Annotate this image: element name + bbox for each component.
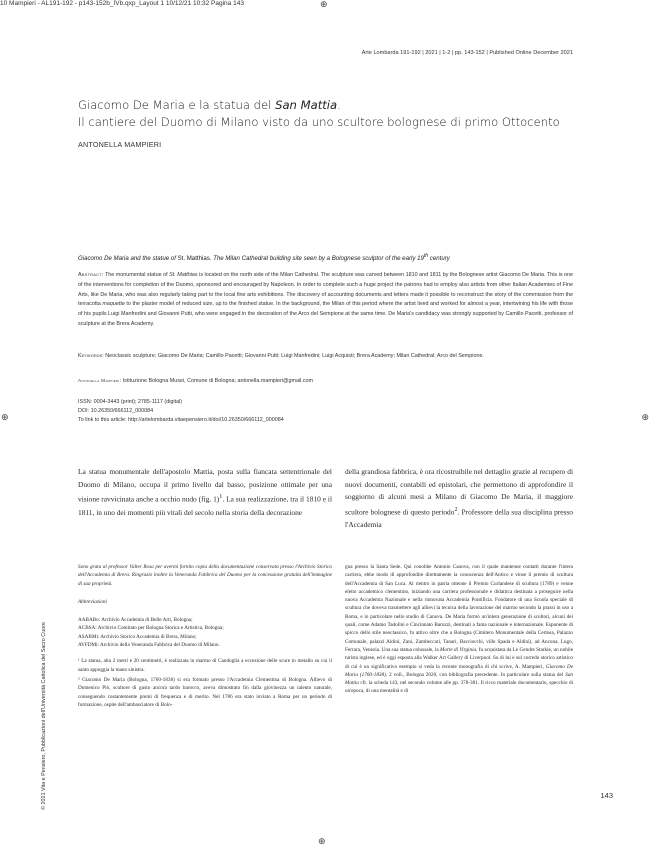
article-link[interactable]: To link to this article: http://artelombarda.vitaepensiero.it/doi/10.26350/666112_000084 [78, 417, 284, 424]
abbreviation-item: AABABo: Archivio Accademia di Belle Arti, Bologna; [78, 617, 193, 624]
abbreviations-list [78, 616, 332, 649]
crop-mark-left-icon: ⊕ [1, 413, 9, 423]
copyright-sidebar [41, 540, 51, 840]
footnote-2-cont-a: gna presso la Santa Sede. Qui conobbe Antonio Canova, con il quale mantenne contatti durante l'intera carriera, ebbe modo di approfondire direttamente la conoscenza dell'Antico e vinse il premio di scultura dell'Accademia di San Luca. Al rientro in patria ottenne il Premio Curlandese di scultura (1789) e venne eletto accademico clementino, iniziando una carriera professionale e didattica destinata a proseguire nella nuova Accademia Nazionale e nella rinnovata Accademia Pontificia. Fondatore di una Scuola speciale di scultura che doveva trasmettere agli allievi la tecnica della lavorazione del marmo secondo la prassi in uso a Roma, e in particolare nello studio di Canova. De Maria formò un'intera generazione di scultori, alcuni dei quali, come Adamo Tadolini e Cincinnato Baruzzi, destinati a fama nazionale e internazionale. Esponente di spicco dello stile neoclassico, fu attivo oltre che a Bologna (Cimitero Monumentale della Certosa, Palazzo Comunale, palazzi Aldini, Zani, Zambeccari, Tanari, Bacciocchi, ville Spada e Aldini), ad Ancona, Lugo, Ferrara, Venezia. Una sua statua colossale, la [345, 564, 573, 653]
copyright-text: © 2021 Vita e Pensiero, Pubblicazioni dell'Università Cattolica del Sacro Cuore [41, 622, 47, 810]
title-line1-suffix: . [337, 98, 341, 112]
notes-column-left [78, 563, 332, 711]
keywords-label: Keywords: [78, 353, 104, 359]
title-line2: Il cantiere del Duomo di Milano visto da uno scultore bolognese di primo Ottocento [78, 115, 560, 129]
print-slug: 10 Mampieri - AL191-192 - p143-152b_IVb.qxp_Layout 1 10/12/21 10:32 Pagina 143 [0, 0, 244, 7]
body-col2-a: della grandiosa fabbrica, è ora ricostruibile nel dettaglio grazie al recupero di nuovi documenti, contabili ed epistolari, che permettono di approfondire il soggiorno di alcuni mesi a Milano di Giacomo De Maria, il maggiore scultore bolognese di questo periodo [345, 467, 573, 517]
english-title-part1: Giacomo De Maria and the statue of [78, 255, 176, 263]
abstract-text-c: to the plaster model of reduced size, up to the finished statue. In the background, the Milan of this period where the artist lived and worked for almost a year, intertwining his life with those of his pupils Luigi Manfredini and Giovanni Putti, who were engaged in the decoration of the Arco del Sempione at the same time. De Maria's candidacy was strongly supported by Camillo Pacetti, professor of sculpture at the Brera Academy. [78, 301, 573, 327]
abstract-text-b: is located on the north side of the Milan Cathedral. The sculpture was carved between 1810 and 1811 by the Bolognese artist Giacomo De Maria. This is one of the interventions for completion of the Duomo, sponsored and encouraged by Napoleon. In order to complete such a huge project the patrons had to employ also artists from other Italian Academies of Fine Arts, like De Maria, who was also regularly taking part to the local fine arts exhibitions. The discovery of accounting documents and letters made it possible to reconstruct the story of the commission from the terracotta [78, 272, 574, 308]
footnote-2: ² Giacomo De Maria (Bologna, 1760-1838) si era formato presso l'Accademia Clementina di Bologna. Allievo di Domenico Piò, scultore di gusto ancora tardo barocco, aveva dimostrato fin dalla giovinezza un talento naturale, conseguendo costantemente premi di frequenza e di merito. Nel 1786 era stato inviato a Roma per un periodo di formazione, ospite dell'ambasciatore di Bolo- [78, 676, 332, 708]
footnote-2-italic-2: Giacomo De Maria (1760-1838) [345, 663, 573, 678]
abbreviation-item: AVFDMi: Archivio della Veneranda Fabbrica del Duomo di Milano. [78, 642, 220, 649]
body-col2-b: . Professore della sua disciplina presso l'Accademia [345, 507, 573, 530]
affiliation-name: Antonella Mampieri [78, 378, 120, 383]
abstract-italic-b: maquette [102, 301, 125, 308]
article-title [78, 97, 598, 131]
footnote-ref-2: 2 [454, 507, 458, 514]
abstract [78, 271, 573, 330]
doi: DOI: 10.26350/666112_000084 [78, 408, 154, 415]
footnote-2-italic-3: San Mattia [345, 671, 573, 687]
crop-mark-right-icon: ⊕ [641, 413, 649, 423]
footnote-ref-1: 1 [219, 494, 223, 501]
abbreviation-item: ASABMi: Archivio Storico Accademia di Brera, Milano; [78, 633, 197, 640]
body-column-left [78, 466, 332, 519]
abbreviation-item: ACBSA: Archivio Comitato per Bologna Storica e Artistica, Bologna; [78, 625, 224, 632]
english-title-part4: century [428, 255, 450, 263]
issn: ISSN: 0004-3443 (print); 2785-1117 (digital) [78, 399, 183, 405]
crop-mark-top-icon: ⊕ [320, 0, 328, 10]
english-title [78, 253, 598, 262]
keywords [78, 352, 573, 362]
english-title-sup: th [423, 253, 429, 259]
abbreviations-title: Abbreviazioni [78, 598, 107, 605]
keywords-text: Neoclassic sculpture; Giacomo De Maria; Camillo Pacetti; Giovanni Putti; Luigi Manfredini; Luigi Acquisti; Brera Academy; Milan Cathedral; Arco del Sempione. [103, 353, 484, 359]
english-title-part3: The Milan Cathedral building site seen by a Bolognese sculptor of the early 19 [213, 255, 424, 263]
crop-mark-bottom-icon: ⊕ [318, 837, 326, 847]
footnote-2-italic-1: Morte di Virginia [440, 646, 477, 653]
english-title-part2: St. Matthias. [175, 255, 214, 263]
page-number: 143 [600, 791, 613, 800]
body-column-right [345, 466, 573, 532]
footnote-2-cont-c: , 2 voll., Bologna 2020, con bibliografia precedente. In particolare sulla statua del [385, 671, 566, 678]
footnote-2-cont-b: , fu acquistata da Le Gendre Starkie, un nobile turista inglese, ed è oggi esposta alla Walker Art Gallery di Liverpool. Su di lui e sul corredo storico artistico di cui è un significativo esempio si veda la recente monografia di chi scrive, A. Mampieri, [345, 646, 573, 670]
acknowledgement: Sono grata al professor Valter Rosa per avermi fornito copia della documentazione conservata presso l'Archivio Storico dell'Accademia di Brera. Ringrazio inoltre la Veneranda Fabbrica del Duomo per la concessione gratuita dell'immagine di sua proprietà. [78, 564, 332, 587]
title-line1-italic: San Mattia [275, 98, 338, 112]
author-name: ANTONELLA MAMPIERI [78, 140, 162, 149]
affiliation [78, 378, 573, 384]
abstract-italic-a: St. Matthias [169, 272, 198, 278]
abstract-label: Abstract: [78, 272, 104, 278]
footnote-2-cont-d: cfr. la scheda 143, nel secondo volume alle pp. 378-381. Il ricco materiale documentario, specchio di un'epoca, di una mentalità e di [345, 680, 573, 695]
body-col1-a: La statua monumentale dell'apostolo Mattia, posta sulla fiancata settentrionale del Duomo di Milano, occupa il primo livello dal basso, posizione ottimale per una visione ravvicinata anche a occhio nudo (fig. 1) [78, 467, 332, 504]
affiliation-text: : Istituzione Bologna Musei, Comune di Bologna; antonella.mampieri@gmail.com [119, 378, 314, 384]
article-identifiers [78, 398, 573, 426]
footnote-1: ¹ La statua, alta 2 metri e 20 centimetri, è realizzata in marmo di Candoglia a eccezione delle scure in metallo su cui il santo appoggia la mano sinistra. [78, 658, 332, 673]
body-col1-b: . La sua realizzazione, tra il 1810 e il 1811, in uno dei momenti più vitali del secolo nella storia della decorazione [78, 494, 332, 517]
title-line1-prefix: Giacomo De Maria e la statua del [78, 98, 276, 112]
journal-line: Arte Lombarda 191-192 | 2021 | 1-2 | pp. 143-152 | Published Online December 2021 [361, 50, 573, 56]
notes-column-right [345, 563, 573, 696]
abstract-text-a: The monumental statue of [103, 272, 170, 278]
